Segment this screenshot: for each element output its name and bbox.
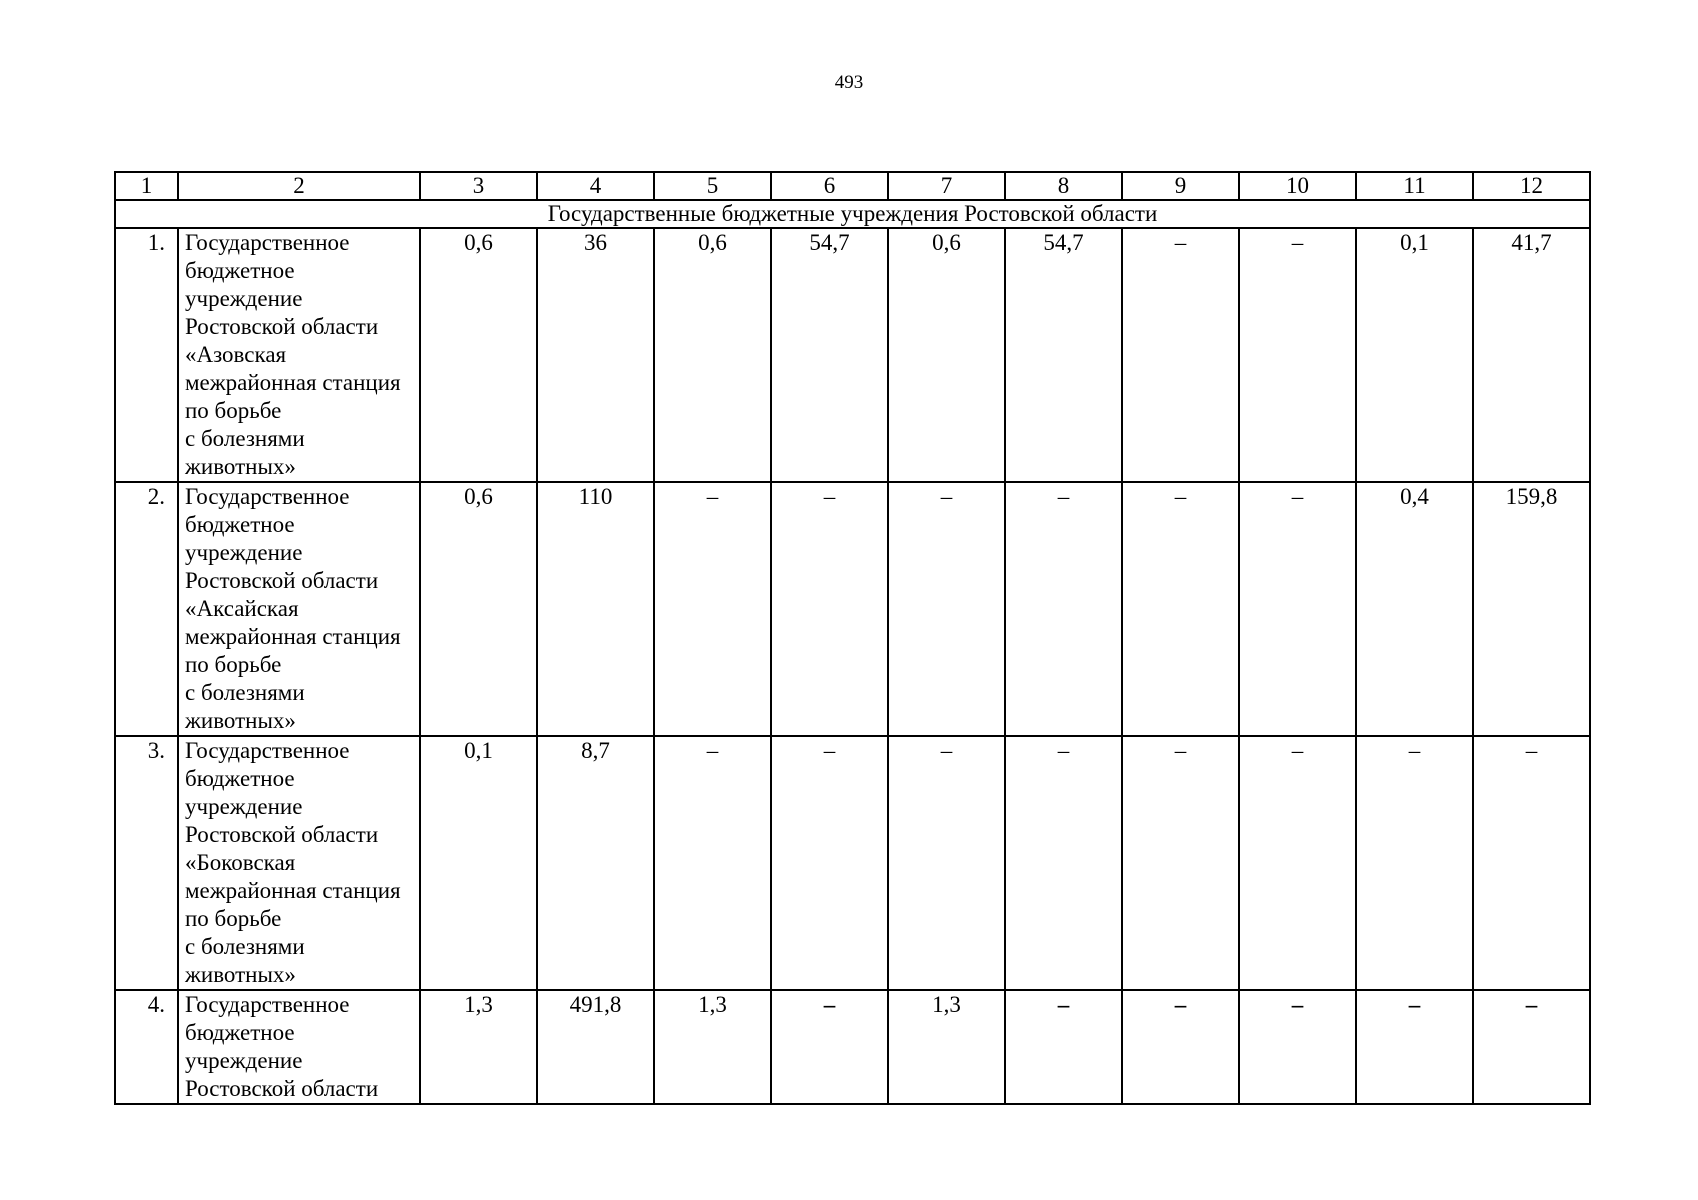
table-cell: –	[654, 736, 771, 990]
table-cell: 0,1	[1356, 228, 1473, 482]
table-cell: 54,7	[1005, 228, 1122, 482]
column-number-header: 9	[1122, 172, 1239, 200]
table-cell: –	[771, 482, 888, 736]
section-title: Государственные бюджетные учреждения Ростовской области	[115, 200, 1590, 228]
institution-name: Государственное бюджетное учреждение Ростовской области	[178, 990, 420, 1104]
table-cell: –	[654, 482, 771, 736]
table-cell: 1,3	[888, 990, 1005, 1104]
data-table	[114, 171, 1591, 1105]
row-number: 2.	[115, 482, 178, 736]
institution-name: Государственное бюджетное учреждение Ростовской области «Азовская межрайонная станция по борьбе с болезнями животных»	[178, 228, 420, 482]
column-number-header: 10	[1239, 172, 1356, 200]
table-cell: 1,3	[654, 990, 771, 1104]
section-row	[115, 200, 1590, 228]
table-row	[115, 990, 1590, 1104]
column-number-header: 1	[115, 172, 178, 200]
table-cell: –	[1005, 990, 1122, 1104]
table-cell: –	[1356, 990, 1473, 1104]
table-row	[115, 736, 1590, 990]
column-number-header: 4	[537, 172, 654, 200]
table-cell: 8,7	[537, 736, 654, 990]
table-cell: –	[1122, 482, 1239, 736]
table-cell: 0,6	[420, 482, 537, 736]
column-number-header: 5	[654, 172, 771, 200]
table-cell: –	[1239, 228, 1356, 482]
column-number-row	[115, 172, 1590, 200]
table-cell: 0,6	[654, 228, 771, 482]
row-number: 1.	[115, 228, 178, 482]
column-number-header: 12	[1473, 172, 1590, 200]
table-cell: –	[771, 736, 888, 990]
table-cell: –	[1122, 990, 1239, 1104]
table-cell: 36	[537, 228, 654, 482]
table-cell: 0,6	[888, 228, 1005, 482]
table-row	[115, 228, 1590, 482]
column-number-header: 7	[888, 172, 1005, 200]
table-cell: –	[888, 482, 1005, 736]
table-cell: –	[1005, 736, 1122, 990]
column-number-header: 8	[1005, 172, 1122, 200]
row-number: 3.	[115, 736, 178, 990]
row-number: 4.	[115, 990, 178, 1104]
table-cell: 0,4	[1356, 482, 1473, 736]
table-cell: 159,8	[1473, 482, 1590, 736]
page-number: 493	[834, 72, 864, 93]
table-cell: 0,6	[420, 228, 537, 482]
table-cell: –	[1239, 990, 1356, 1104]
table-cell: –	[1473, 736, 1590, 990]
table-cell: –	[1473, 990, 1590, 1104]
institution-name: Государственное бюджетное учреждение Ростовской области «Боковская межрайонная станция по борьбе с болезнями животных»	[178, 736, 420, 990]
table-cell: 110	[537, 482, 654, 736]
column-number-header: 2	[178, 172, 420, 200]
table-cell: –	[1005, 482, 1122, 736]
table-cell: –	[771, 990, 888, 1104]
table-cell: –	[1122, 736, 1239, 990]
column-number-header: 3	[420, 172, 537, 200]
column-number-header: 6	[771, 172, 888, 200]
table-cell: –	[1356, 736, 1473, 990]
table-cell: –	[888, 736, 1005, 990]
table-cell: –	[1122, 228, 1239, 482]
table-cell: 41,7	[1473, 228, 1590, 482]
table-cell: 1,3	[420, 990, 537, 1104]
table-cell: 54,7	[771, 228, 888, 482]
table-cell: –	[1239, 736, 1356, 990]
institution-name: Государственное бюджетное учреждение Ростовской области «Аксайская межрайонная станция по борьбе с болезнями животных»	[178, 482, 420, 736]
table-cell: 0,1	[420, 736, 537, 990]
table-cell: –	[1239, 482, 1356, 736]
table-row	[115, 482, 1590, 736]
table-cell: 491,8	[537, 990, 654, 1104]
column-number-header: 11	[1356, 172, 1473, 200]
